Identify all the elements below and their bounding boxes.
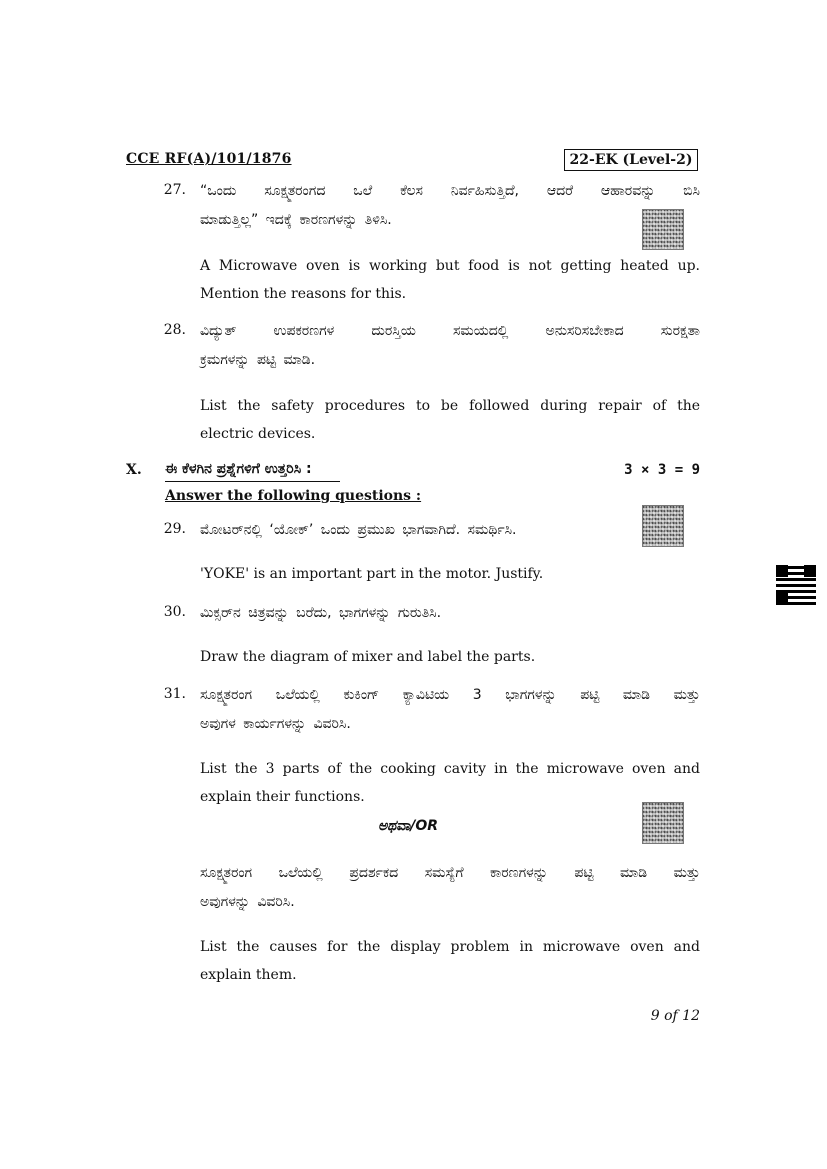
q27-english-line-2: Mention the reasons for this. [200,286,407,302]
q29-kannada-line-1: ಮೋಟರ್‌ನಲ್ಲಿ ‘ಯೋಕ್’ ಒಂದು ಪ್ರಮುಖ ಭಾಗವಾಗಿದೆ. ಸಮರ್ಥಿಸಿ. [200,522,517,538]
q31-alt-kannada-line-1: ಸೂಕ್ಷ್ಮತರಂಗ ಒಲೆಯಲ್ಲಿ ಪ್ರದರ್ಶಕದ ಸಮಸ್ಯೆಗೆ ಕಾರಣಗಳನ್ನು ಪಟ್ಟಿ ಮಾಡಿ ಮತ್ತು [200,865,700,881]
section-kannada-underline [165,481,340,482]
q31-kannada-line-1: ಸೂಕ್ಷ್ಮತರಂಗ ಒಲೆಯಲ್ಲಿ ಕುಕಿಂಗ್ ಕ್ಯಾವಿಟಿಯ 3 ಭಾಗಗಳನ್ನು ಪಟ್ಟಿ ಮಾಡಿ ಮತ್ತು [200,687,700,703]
q27-english-line-1: A Microwave oven is working but food is not getting heated up. [200,258,700,274]
q27-kannada-line-1: “ಒಂದು ಸೂಕ್ಷ್ಮತರಂಗದ ಒಲೆ ಕೆಲಸ ನಿರ್ವಹಿಸುತ್ತಿದೆ, ಆದರೆ ಆಹಾರವನ್ನು ಬಿಸಿ [200,183,700,199]
q27-kannada-line-2: ಮಾಡುತ್ತಿಲ್ಲ” ಇದಕ್ಕೆ ಕಾರಣಗಳನ್ನು ತಿಳಿಸಿ. [200,212,392,228]
subject-code-box: 22-EK (Level-2) [564,149,698,171]
paper-code: CCE RF(A)/101/1876 [126,151,292,167]
section-kannada-instruction: ಈ ಕೆಳಗಿನ ಪ್ರಶ್ನೆಗಳಿಗೆ ಉತ್ತರಿಸಿ : [165,461,312,477]
q28-english-line-1: List the safety procedures to be followed during repair of the [200,398,700,414]
question-number-28: 28. [163,322,186,338]
section-roman: X. [126,462,142,478]
q30-english-line-1: Draw the diagram of mixer and label the parts. [200,649,536,665]
q28-english-line-2: electric devices. [200,426,316,442]
section-marks: 3 × 3 = 9 [624,462,700,478]
question-number-29: 29. [163,521,186,537]
q31-alt-kannada-line-2: ಅವುಗಳನ್ನು ವಿವರಿಸಿ. [200,894,295,910]
q29-english-line-1: 'YOKE' is an important part in the motor. Justify. [200,566,544,582]
page-number: 9 of 12 [650,1008,700,1024]
qr-code-icon [642,209,684,250]
qr-code-icon [642,802,684,844]
q31-english-line-1: List the 3 parts of the cooking cavity in the microwave oven and [200,761,700,777]
q31-kannada-line-2: ಅವುಗಳ ಕಾರ್ಯಗಳನ್ನು ವಿವರಿಸಿ. [200,716,351,732]
question-number-27: 27. [163,182,186,198]
q28-kannada-line-1: ವಿದ್ಯುತ್ ಉಪಕರಣಗಳ ದುರಸ್ತಿಯ ಸಮಯದಲ್ಲಿ ಅನುಸರಿಸಬೇಕಾದ ಸುರಕ್ಷತಾ [200,323,700,339]
q28-kannada-line-2: ಕ್ರಮಗಳನ್ನು ಪಟ್ಟಿ ಮಾಡಿ. [200,352,316,368]
question-number-30: 30. [163,604,186,620]
q30-kannada-line-1: ಮಿಕ್ಸರ್‌ನ ಚಿತ್ರವನ್ನು ಬರೆದು, ಭಾಗಗಳನ್ನು ಗುರುತಿಸಿ. [200,605,442,621]
qr-code-icon [642,505,684,547]
question-number-31: 31. [163,686,186,702]
q31-alt-english-line-2: explain them. [200,967,297,983]
q31-alt-english-line-1: List the causes for the display problem in microwave oven and [200,939,700,955]
side-qr-code-icon [776,565,816,605]
or-label: ಅಥವಾ/OR [378,818,438,834]
q31-english-line-2: explain their functions. [200,789,365,805]
section-english-instruction: Answer the following questions : [165,488,422,504]
